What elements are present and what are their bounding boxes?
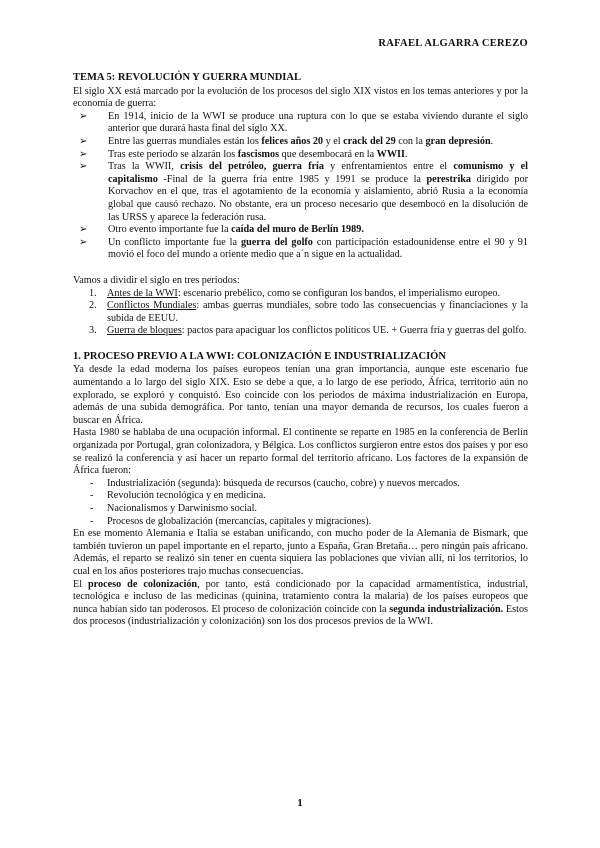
periods-intro: Vamos a dividir el siglo en tres periodos: (73, 274, 240, 286)
arrow-bullet-icon: ➢ (79, 148, 88, 160)
period-item: 2. Conflictos Mundiales: ambas guerras mundiales, sobre todo las consecuencias y financiaciones y la subida de EEUU. (89, 300, 528, 324)
paragraph-1: Ya desde la edad moderna los países europeos tenían una gran importancia, aunque este escenario fue aumentando a lo largo del siglo XIX. Esto se debe a que, a lo largo de ese periodo, África, territorio aún no explorado, se exploró y conquistó. Eso coincide con los periodos de máxima industrialización en Europa, además de una subida demográfica. Por tanto, tenían una mayor demanda de recursos, los cuales fueron a buscar en África. (73, 364, 528, 426)
bullet-list (73, 111, 528, 262)
bullet-item: ➢ Un conflicto importante fue la guerra del golfo con participación estadounidense entre el 90 y 91 movió el foco del mundo a oriente medio que a´n sigue en la actualidad. (79, 236, 528, 261)
bullet-item: ➢ Tras este periodo se alzarán los fascismos que desembocará en la WWII. (79, 148, 408, 160)
page-number: 1 (297, 797, 303, 809)
arrow-bullet-icon: ➢ (79, 224, 88, 236)
factor-item: - Nacionalismos y Darwinismo social. (90, 503, 257, 514)
arrow-bullet-icon: ➢ (79, 161, 88, 173)
document-body (73, 72, 528, 629)
factors-list (73, 478, 528, 528)
arrow-bullet-icon: ➢ (79, 135, 88, 147)
paragraph-3: En ese momento Alemania e Italia se estaban unificando, con mucho poder de la Alemania de Bismark, que también tuvieron un papel importante en el reparto, junto a España, Gran Bretaña… pero ningún país africano. Además, el reparto se realizó sin tener en cuenta siquiera las poblaciones que vivían allí, ni los territorios, lo cual en los años posteriores trajo muchas consecuencias. (73, 528, 528, 577)
section-intro: El siglo XX está marcado por la evolución de los procesos del siglo XIX vistos en los temas anteriores y por la economía de guerra: (73, 85, 528, 110)
factor-item: - Procesos de globalización (mercancías, capitales y migraciones). (90, 515, 372, 527)
paragraph-4: El proceso de colonización, por tanto, está condicionado por la capacidad armamentística, industrial, tecnológica e incluso de las medicinas (quinina, tratamiento contra la malaria) de los países europeos que nunca habían sido tan poderosos. El proceso de colonización coincide con la segunda industrialización. Estos dos procesos (industrialización y colonización) son los dos procesos previos de la WWI. (73, 578, 529, 628)
section-title-proceso-previo: 1. PROCESO PREVIO A LA WWI: COLONIZACIÓN E INDUSTRIALIZACIÓN (73, 350, 446, 362)
factor-item: - Industrialización (segunda): búsqueda de recursos (caucho, cobre) y nuevos mercados. (90, 477, 460, 489)
period-item: 1. Antes de la WWI: escenario prebélico, como se configuran los bandos, el imperialismo europeo. (89, 287, 501, 299)
bullet-item: ➢ Tras la WWII, crisis del petróleo, guerra fría y enfrentamientos entre el comunismo y el capitalismo -Final de la guerra fría entre 1985 y 1991 se produce la perestrika dirigido por Korvachov en el que, tras el agotamiento de la economía y aislamiento, abrió Rusia a la economía global que causó rechazo. No obstante, era un proceso necesario que desembocó en la disolución de las URSS y aparece la federación rusa. (79, 161, 529, 223)
bullet-item: ➢ Otro evento importante fue la caída del muro de Berlín 1989. (79, 224, 364, 236)
section-title-tema5: TEMA 5: REVOLUCIÓN Y GUERRA MUNDIAL (73, 72, 301, 83)
arrow-bullet-icon: ➢ (79, 110, 88, 122)
factor-item: - Revolución tecnológica y en medicina. (90, 490, 266, 502)
bullet-item: ➢ En 1914, inicio de la WWI se produce una ruptura con lo que se estaba viviendo durante el siglo anterior que durará hasta final del siglo XX. (79, 110, 528, 135)
paragraph-2: Hasta 1980 se hablaba de una ocupación informal. El continente se reparte en 1985 en la conferencia de Berlín organizada por Portugal, gran colonizadora, y Bélgica. Los conflictos surgieron entre estos dos países y por eso se realizó la conferencia y así hacer un reparto formal del territorio africano. Los factores de la expansión de África fueron: (73, 427, 528, 477)
arrow-bullet-icon: ➢ (79, 236, 88, 248)
bullet-item: ➢ Entre las guerras mundiales están los felices años 20 y el crack del 29 con la gran depresión. (79, 135, 494, 147)
period-item: 3. Guerra de bloques: pactos para apaciguar los conflictos políticos UE. + Guerra fría y guerras del golfo. (89, 325, 527, 337)
periods-list (73, 288, 528, 338)
author-header: RAFAEL ALGARRA CEREZO (378, 38, 528, 49)
